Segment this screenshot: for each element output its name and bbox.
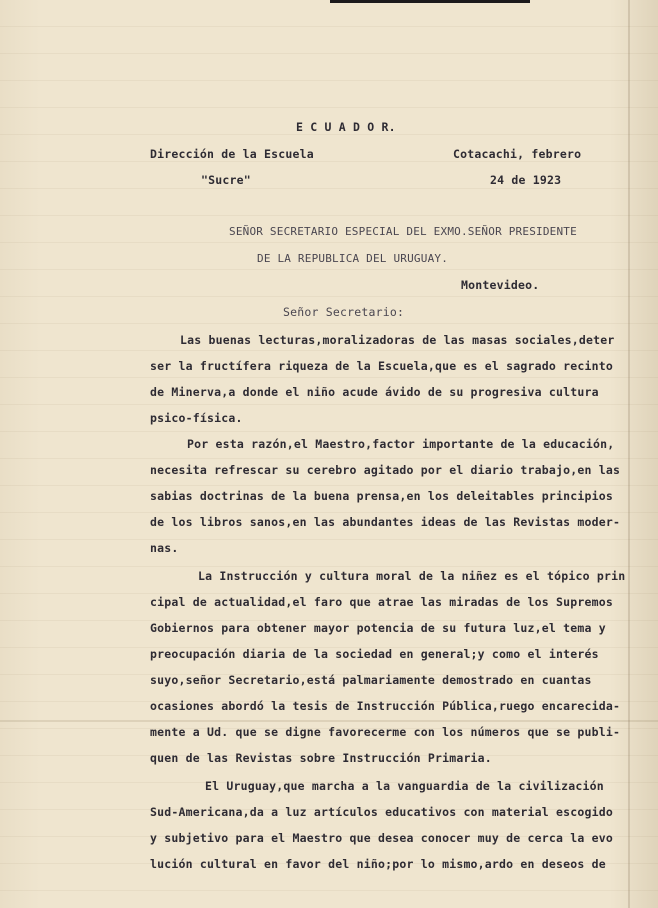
- body-line: necesita refrescar su cerebro agitado por el diario trabajo,en las: [150, 463, 621, 477]
- body-line: Las buenas lecturas,moralizadoras de las masas sociales,deter: [180, 333, 615, 347]
- body-line: ocasiones abordó la tesis de Instrucción Pública,ruego encarecida-: [150, 699, 621, 713]
- country-heading: E C U A D O R.: [296, 120, 396, 134]
- body-line: cipal de actualidad,el faro que atrae las miradas de los Supremos: [150, 595, 614, 609]
- recipient-city: Montevideo.: [461, 278, 540, 292]
- paper-fold-horizontal: [0, 720, 658, 722]
- page-edge-shadow: [330, 0, 530, 3]
- body-line: quen de las Revistas sobre Instrucción Primaria.: [150, 751, 492, 765]
- body-line: Gobiernos para obtener mayor potencia de su futura luz,el tema y: [150, 621, 606, 635]
- body-line: La Instrucción y cultura moral de la niñez es el tópico prin: [198, 569, 626, 583]
- place-date-line-2: 24 de 1923: [490, 173, 562, 187]
- body-line: Por esta razón,el Maestro,factor importante de la educación,: [187, 437, 615, 451]
- body-line: preocupación diaria de la sociedad en general;y como el interés: [150, 647, 599, 661]
- paper-fold-vertical: [628, 0, 630, 908]
- body-line: mente a Ud. que se digne favorecerme con los números que se publi-: [150, 725, 621, 739]
- school-line-2: "Sucre": [201, 173, 251, 187]
- salutation: Señor Secretario:: [283, 305, 405, 319]
- body-line: El Uruguay,que marcha a la vanguardia de la civilización: [205, 779, 604, 793]
- body-line: Sud-Americana,da a luz artículos educativos con material escogido: [150, 805, 614, 819]
- body-line: nas.: [150, 541, 179, 555]
- body-line: de los libros sanos,en las abundantes ideas de las Revistas moder-: [150, 515, 621, 529]
- body-line: de Minerva,a donde el niño acude ávido de su progresiva cultura: [150, 385, 599, 399]
- body-line: lución cultural en favor del niño;por lo mismo,ardo en deseos de: [150, 857, 606, 871]
- body-line: sabias doctrinas de la buena prensa,en los deleitables principios: [150, 489, 614, 503]
- body-line: suyo,señor Secretario,está palmariamente demostrado en cuantas: [150, 673, 592, 687]
- body-line: ser la fructífera riqueza de la Escuela,que es el sagrado recinto: [150, 359, 614, 373]
- recipient-line-2: DE LA REPUBLICA DEL URUGUAY.: [257, 252, 449, 265]
- place-date-line-1: Cotacachi, febrero: [453, 147, 582, 161]
- body-line: y subjetivo para el Maestro que desea conocer muy de cerca la evo: [150, 831, 614, 845]
- school-line-1: Dirección de la Escuela: [150, 147, 314, 161]
- body-line: psico-física.: [150, 411, 243, 425]
- recipient-line-1: SEÑOR SECRETARIO ESPECIAL DEL EXMO.SEÑOR PRESIDENTE: [229, 225, 577, 238]
